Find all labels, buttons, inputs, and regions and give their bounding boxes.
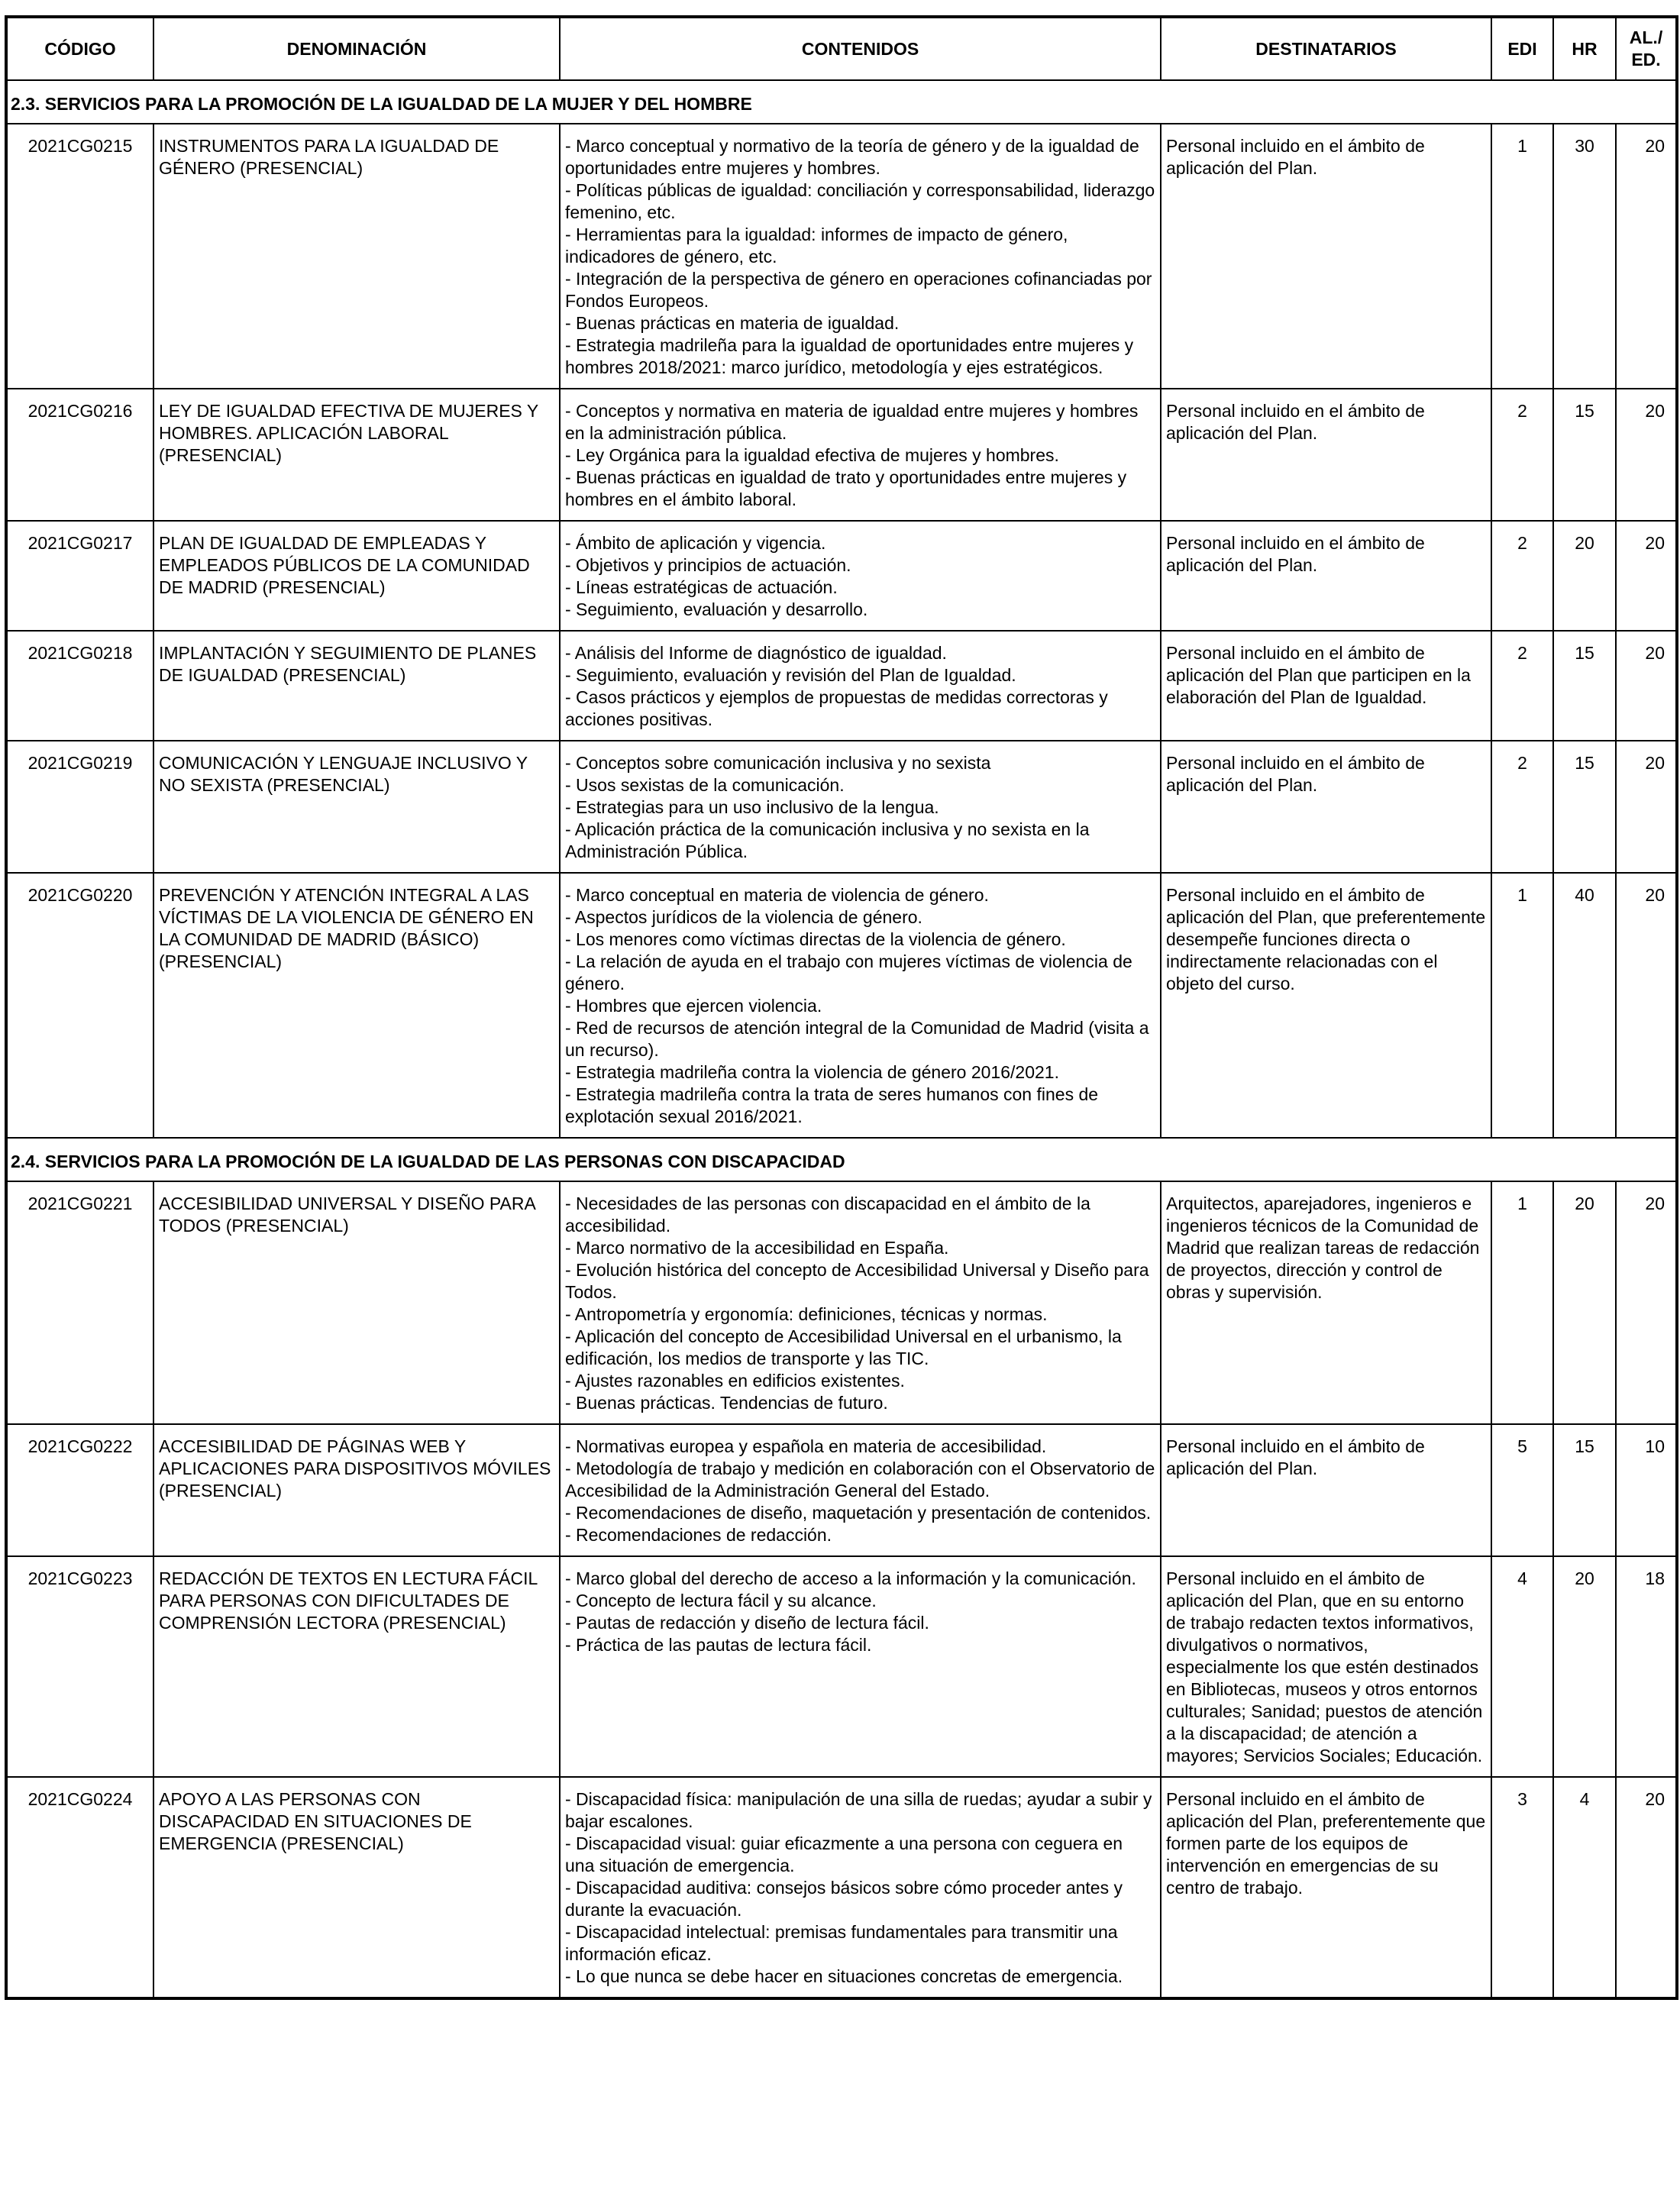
course-recipients: Personal incluido en el ámbito de aplicación del Plan. [1161,1424,1491,1556]
course-name: ACCESIBILIDAD UNIVERSAL Y DISEÑO PARA TODOS (PRESENCIAL) [153,1181,560,1424]
header-al-ed-line1: AL./ [1629,27,1663,47]
content-item: - Pautas de redacción y diseño de lectura fácil. [565,1613,929,1633]
table-row [6,124,1677,389]
header-hr: HR [1553,17,1616,80]
header-row [6,17,1677,80]
course-hours: 15 [1553,631,1616,741]
content-item: - Aplicación práctica de la comunicación inclusiva y no sexista en la Administración Pública. [565,819,1090,861]
course-name: PLAN DE IGUALDAD DE EMPLEADAS Y EMPLEADOS PÚBLICOS DE LA COMUNIDAD DE MADRID (PRESENCIAL) [153,521,560,631]
course-name: ACCESIBILIDAD DE PÁGINAS WEB Y APLICACIONES PARA DISPOSITIVOS MÓVILES (PRESENCIAL) [153,1424,560,1556]
course-recipients: Personal incluido en el ámbito de aplicación del Plan, que en su entorno de trabajo redacten textos informativos, divulgativos o normativos, especialmente los que estén destinados en Bibliotecas, museos y otros entornos culturales; Sanidad; puestos de atención a la discapacidad; de atención a mayores; Servicios Sociales; Educación. [1161,1556,1491,1777]
course-code: 2021CG0215 [6,124,153,389]
course-code: 2021CG0219 [6,741,153,873]
content-item: - Estrategia madrileña contra la violencia de género 2016/2021. [565,1062,1059,1082]
content-item: - Aspectos jurídicos de la violencia de género. [565,907,922,927]
course-contents [560,1556,1161,1777]
course-contents [560,124,1161,389]
content-item: - Estrategia madrileña para la igualdad de oportunidades entre mujeres y hombres 2018/2021: marco jurídico, metodología y ejes estratégicos. [565,335,1134,377]
content-item: - Antropometría y ergonomía: definiciones, técnicas y normas. [565,1304,1048,1324]
course-contents [560,631,1161,741]
header-contenidos: CONTENIDOS [560,17,1161,80]
content-item: - Conceptos y normativa en materia de igualdad entre mujeres y hombres en la administración pública. [565,401,1139,443]
course-name: IMPLANTACIÓN Y SEGUIMIENTO DE PLANES DE IGUALDAD (PRESENCIAL) [153,631,560,741]
content-item: - Hombres que ejercen violencia. [565,996,822,1016]
content-item: - Herramientas para la igualdad: informes de impacto de género, indicadores de género, etc. [565,225,1068,267]
section-row [6,1138,1677,1181]
course-code: 2021CG0220 [6,873,153,1138]
course-name: COMUNICACIÓN Y LENGUAJE INCLUSIVO Y NO SEXISTA (PRESENCIAL) [153,741,560,873]
course-hours: 15 [1553,741,1616,873]
content-item: - La relación de ayuda en el trabajo con mujeres víctimas de violencia de género. [565,951,1132,993]
content-item: - Integración de la perspectiva de género en operaciones cofinanciadas por Fondos Europeos. [565,269,1152,311]
course-code: 2021CG0223 [6,1556,153,1777]
course-hours: 20 [1553,1556,1616,1777]
content-item: - Recomendaciones de diseño, maquetación y presentación de contenidos. [565,1503,1152,1523]
content-item: - Buenas prácticas en materia de igualdad. [565,313,900,333]
table-row [6,1556,1677,1777]
course-hours: 15 [1553,1424,1616,1556]
content-item: - Aplicación del concepto de Accesibilidad Universal en el urbanismo, la edificación, los medios de transporte y las TIC. [565,1326,1122,1368]
course-recipients: Personal incluido en el ámbito de aplicación del Plan. [1161,521,1491,631]
content-item: - Metodología de trabajo y medición en colaboración con el Observatorio de Accesibilidad de la Administración General del Estado. [565,1459,1155,1501]
course-recipients: Personal incluido en el ámbito de aplicación del Plan, preferentemente que formen parte de los equipos de intervención en emergencias de su centro de trabajo. [1161,1777,1491,1998]
table-row [6,873,1677,1138]
course-editions: 4 [1491,1556,1553,1777]
content-item: - Discapacidad física: manipulación de una silla de ruedas; ayudar a subir y bajar escalones. [565,1789,1152,1831]
course-hours: 4 [1553,1777,1616,1998]
content-item: - Ámbito de aplicación y vigencia. [565,533,826,553]
course-name: LEY DE IGUALDAD EFECTIVA DE MUJERES Y HOMBRES. APLICACIÓN LABORAL (PRESENCIAL) [153,389,560,521]
course-recipients: Personal incluido en el ámbito de aplicación del Plan, que preferentemente desempeñe funciones directa o indirectamente relacionadas con el objeto del curso. [1161,873,1491,1138]
course-hours: 20 [1553,1181,1616,1424]
content-item: - Lo que nunca se debe hacer en situaciones concretas de emergencia. [565,1966,1123,1986]
course-students-per-edition: 10 [1616,1424,1677,1556]
table-body [6,80,1677,1998]
content-item: - Casos prácticos y ejemplos de propuestas de medidas correctoras y acciones positivas. [565,687,1108,729]
course-name: REDACCIÓN DE TEXTOS EN LECTURA FÁCIL PARA PERSONAS CON DIFICULTADES DE COMPRENSIÓN LECTORA (PRESENCIAL) [153,1556,560,1777]
course-code: 2021CG0222 [6,1424,153,1556]
course-contents [560,1181,1161,1424]
course-recipients: Personal incluido en el ámbito de aplicación del Plan. [1161,389,1491,521]
table-row [6,1424,1677,1556]
content-item: - Marco conceptual y normativo de la teoría de género y de la igualdad de oportunidades entre mujeres y hombres. [565,136,1139,178]
course-students-per-edition: 20 [1616,631,1677,741]
course-name: INSTRUMENTOS PARA LA IGUALDAD DE GÉNERO (PRESENCIAL) [153,124,560,389]
course-code: 2021CG0224 [6,1777,153,1998]
table-row [6,389,1677,521]
content-item: - Discapacidad intelectual: premisas fundamentales para transmitir una información eficaz. [565,1922,1118,1964]
course-contents [560,1424,1161,1556]
course-contents [560,521,1161,631]
course-students-per-edition: 20 [1616,124,1677,389]
content-item: - Marco conceptual en materia de violencia de género. [565,885,989,905]
course-editions: 2 [1491,389,1553,521]
course-code: 2021CG0216 [6,389,153,521]
course-contents [560,741,1161,873]
content-item: - Estrategias para un uso inclusivo de la lengua. [565,797,939,817]
content-item: - Estrategia madrileña contra la trata de seres humanos con fines de explotación sexual 2016/2021. [565,1084,1099,1126]
content-item: - Marco global del derecho de acceso a la información y la comunicación. [565,1568,1136,1588]
table-row [6,521,1677,631]
header-al-ed-line2: ED. [1631,50,1661,69]
section-title: 2.3. SERVICIOS PARA LA PROMOCIÓN DE LA IGUALDAD DE LA MUJER Y DEL HOMBRE [6,80,1677,124]
course-editions: 2 [1491,631,1553,741]
content-item: - Marco normativo de la accesibilidad en España. [565,1238,949,1258]
course-students-per-edition: 20 [1616,1181,1677,1424]
table-row [6,741,1677,873]
course-recipients: Arquitectos, aparejadores, ingenieros e ingenieros técnicos de la Comunidad de Madrid que realizan tareas de redacción de proyectos, dirección y control de obras y supervisión. [1161,1181,1491,1424]
content-item: - Buenas prácticas. Tendencias de futuro. [565,1393,888,1413]
header-destinatarios: DESTINATARIOS [1161,17,1491,80]
course-students-per-edition: 20 [1616,741,1677,873]
course-students-per-edition: 18 [1616,1556,1677,1777]
course-editions: 3 [1491,1777,1553,1998]
content-item: - Conceptos sobre comunicación inclusiva y no sexista [565,753,991,773]
course-name: APOYO A LAS PERSONAS CON DISCAPACIDAD EN SITUACIONES DE EMERGENCIA (PRESENCIAL) [153,1777,560,1998]
course-contents [560,389,1161,521]
course-editions: 1 [1491,124,1553,389]
course-students-per-edition: 20 [1616,1777,1677,1998]
content-item: - Ley Orgánica para la igualdad efectiva de mujeres y hombres. [565,445,1059,465]
content-item: - Buenas prácticas en igualdad de trato y oportunidades entre mujeres y hombres en el ámbito laboral. [565,467,1127,509]
section-row [6,80,1677,124]
course-contents [560,873,1161,1138]
course-recipients: Personal incluido en el ámbito de aplicación del Plan. [1161,741,1491,873]
header-denominacion: DENOMINACIÓN [153,17,560,80]
content-item: - Normativas europea y española en materia de accesibilidad. [565,1436,1047,1456]
course-code: 2021CG0217 [6,521,153,631]
content-item: - Seguimiento, evaluación y desarrollo. [565,599,868,619]
course-editions: 2 [1491,521,1553,631]
content-item: - Concepto de lectura fácil y su alcance. [565,1591,877,1610]
course-code: 2021CG0218 [6,631,153,741]
section-title: 2.4. SERVICIOS PARA LA PROMOCIÓN DE LA IGUALDAD DE LAS PERSONAS CON DISCAPACIDAD [6,1138,1677,1181]
content-item: - Seguimiento, evaluación y revisión del Plan de Igualdad. [565,665,1016,685]
course-students-per-edition: 20 [1616,521,1677,631]
content-item: - Usos sexistas de la comunicación. [565,775,845,795]
content-item: - Ajustes razonables en edificios existentes. [565,1371,905,1391]
table-row [6,631,1677,741]
content-item: - Objetivos y principios de actuación. [565,555,851,575]
content-item: - Necesidades de las personas con discapacidad en el ámbito de la accesibilidad. [565,1194,1090,1236]
content-item: - Políticas públicas de igualdad: conciliación y corresponsabilidad, liderazgo femenino, etc. [565,180,1155,222]
course-editions: 2 [1491,741,1553,873]
course-editions: 5 [1491,1424,1553,1556]
content-item: - Líneas estratégicas de actuación. [565,577,838,597]
content-item: - Recomendaciones de redacción. [565,1525,832,1545]
content-item: - Análisis del Informe de diagnóstico de igualdad. [565,643,947,663]
course-hours: 40 [1553,873,1616,1138]
course-recipients: Personal incluido en el ámbito de aplicación del Plan. [1161,124,1491,389]
course-hours: 30 [1553,124,1616,389]
course-code: 2021CG0221 [6,1181,153,1424]
content-item: - Discapacidad visual: guiar eficazmente a una persona con ceguera en una situación de emergencia. [565,1833,1123,1875]
content-item: - Red de recursos de atención integral de la Comunidad de Madrid (visita a un recurso). [565,1018,1149,1060]
course-recipients: Personal incluido en el ámbito de aplicación del Plan que participen en la elaboración del Plan de Igualdad. [1161,631,1491,741]
course-name: PREVENCIÓN Y ATENCIÓN INTEGRAL A LAS VÍCTIMAS DE LA VIOLENCIA DE GÉNERO EN LA COMUNIDAD DE MADRID (BÁSICO) (PRESENCIAL) [153,873,560,1138]
table-row [6,1777,1677,1998]
course-contents [560,1777,1161,1998]
header-al-ed [1616,17,1677,80]
header-edi: EDI [1491,17,1553,80]
course-editions: 1 [1491,1181,1553,1424]
course-hours: 20 [1553,521,1616,631]
course-students-per-edition: 20 [1616,873,1677,1138]
course-editions: 1 [1491,873,1553,1138]
header-codigo: CÓDIGO [6,17,153,80]
course-students-per-edition: 20 [1616,389,1677,521]
courses-table [5,15,1678,2000]
content-item: - Evolución histórica del concepto de Accesibilidad Universal y Diseño para Todos. [565,1260,1149,1302]
table-row [6,1181,1677,1424]
content-item: - Los menores como víctimas directas de la violencia de género. [565,929,1066,949]
content-item: - Discapacidad auditiva: consejos básicos sobre cómo proceder antes y durante la evacuación. [565,1878,1123,1920]
course-hours: 15 [1553,389,1616,521]
content-item: - Práctica de las pautas de lectura fácil. [565,1635,872,1655]
